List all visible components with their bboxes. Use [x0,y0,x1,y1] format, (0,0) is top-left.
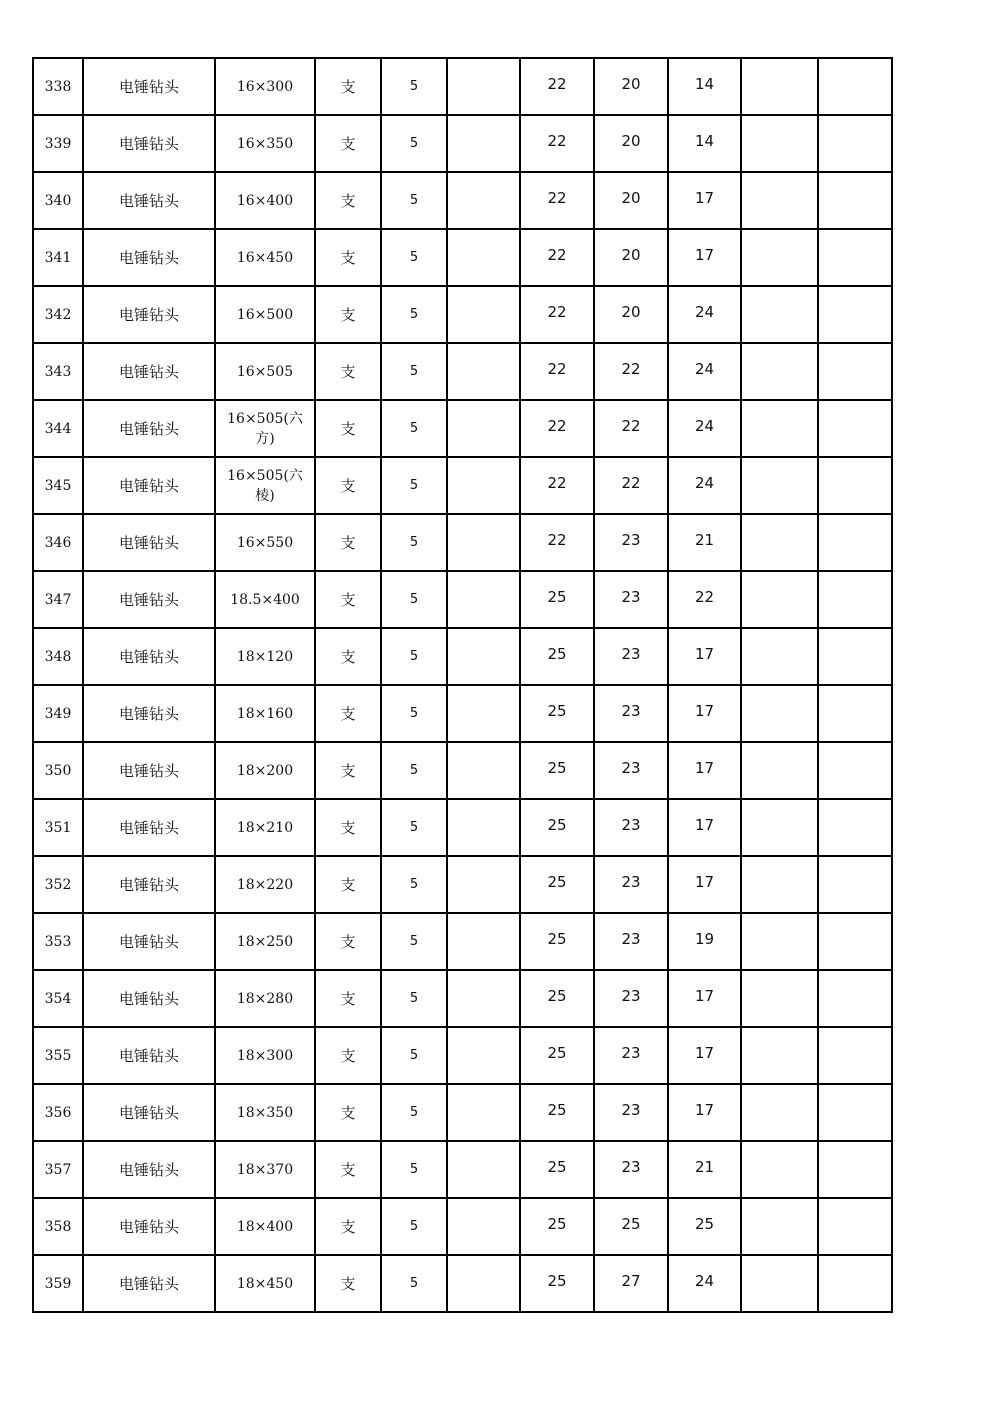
blank-cell [741,229,818,286]
spec-cell: 18×160 [215,685,315,742]
spec-cell: 18×450 [215,1255,315,1312]
price-table [32,57,893,1313]
row-number-cell: 353 [33,913,83,970]
price-1-cell: 22 [520,172,594,229]
blank-cell [818,286,892,343]
blank-cell [741,1255,818,1312]
blank-cell [741,1141,818,1198]
price-1-cell: 25 [520,1255,594,1312]
item-name-cell: 电锤钻头 [83,799,215,856]
price-1-cell: 25 [520,685,594,742]
price-1-cell: 25 [520,571,594,628]
blank-cell [741,457,818,514]
spec-cell: 18×200 [215,742,315,799]
row-number-cell: 354 [33,970,83,1027]
blank-cell [741,1027,818,1084]
price-2-cell: 22 [594,400,668,457]
price-3-cell: 19 [668,913,741,970]
table-body [33,58,892,1312]
item-name-cell: 电锤钻头 [83,913,215,970]
blank-cell [741,115,818,172]
item-name-cell: 电锤钻头 [83,970,215,1027]
blank-cell [447,400,520,457]
row-number-cell: 350 [33,742,83,799]
row-number-cell: 352 [33,856,83,913]
item-name-cell: 电锤钻头 [83,1255,215,1312]
quantity-cell: 5 [381,286,447,343]
blank-cell [447,58,520,115]
unit-cell: 支 [315,457,381,514]
price-2-cell: 27 [594,1255,668,1312]
price-1-cell: 25 [520,970,594,1027]
price-2-cell: 23 [594,970,668,1027]
unit-cell: 支 [315,1141,381,1198]
item-name-cell: 电锤钻头 [83,856,215,913]
row-number-cell: 338 [33,58,83,115]
price-2-cell: 20 [594,58,668,115]
item-name-cell: 电锤钻头 [83,571,215,628]
item-name-cell: 电锤钻头 [83,628,215,685]
price-1-cell: 22 [520,115,594,172]
blank-cell [447,1084,520,1141]
table-row [33,457,892,514]
quantity-cell: 5 [381,628,447,685]
unit-cell: 支 [315,229,381,286]
price-3-cell: 24 [668,400,741,457]
unit-cell: 支 [315,172,381,229]
table-row [33,685,892,742]
table-row [33,1027,892,1084]
blank-cell [447,514,520,571]
quantity-cell: 5 [381,115,447,172]
price-2-cell: 23 [594,571,668,628]
price-1-cell: 22 [520,343,594,400]
price-2-cell: 23 [594,913,668,970]
spec-cell: 16×450 [215,229,315,286]
blank-cell [447,913,520,970]
blank-cell [741,913,818,970]
quantity-cell: 5 [381,172,447,229]
blank-cell [447,1198,520,1255]
blank-cell [447,229,520,286]
quantity-cell: 5 [381,856,447,913]
table-row [33,343,892,400]
table-row [33,628,892,685]
blank-cell [818,742,892,799]
price-1-cell: 22 [520,58,594,115]
row-number-cell: 342 [33,286,83,343]
price-1-cell: 25 [520,1198,594,1255]
item-name-cell: 电锤钻头 [83,115,215,172]
quantity-cell: 5 [381,970,447,1027]
quantity-cell: 5 [381,229,447,286]
table-row [33,742,892,799]
row-number-cell: 345 [33,457,83,514]
blank-cell [818,1255,892,1312]
blank-cell [818,1141,892,1198]
spec-cell: 16×350 [215,115,315,172]
row-number-cell: 356 [33,1084,83,1141]
row-number-cell: 348 [33,628,83,685]
price-2-cell: 23 [594,742,668,799]
quantity-cell: 5 [381,742,447,799]
spec-cell: 18×220 [215,856,315,913]
blank-cell [741,286,818,343]
item-name-cell: 电锤钻头 [83,457,215,514]
blank-cell [741,856,818,913]
blank-cell [818,856,892,913]
row-number-cell: 341 [33,229,83,286]
blank-cell [818,400,892,457]
blank-cell [741,742,818,799]
price-1-cell: 25 [520,628,594,685]
unit-cell: 支 [315,685,381,742]
price-2-cell: 25 [594,1198,668,1255]
blank-cell [447,1027,520,1084]
row-number-cell: 358 [33,1198,83,1255]
blank-cell [741,172,818,229]
blank-cell [741,628,818,685]
unit-cell: 支 [315,856,381,913]
spec-cell: 18×370 [215,1141,315,1198]
blank-cell [447,685,520,742]
quantity-cell: 5 [381,457,447,514]
unit-cell: 支 [315,286,381,343]
price-2-cell: 23 [594,1027,668,1084]
price-3-cell: 17 [668,1084,741,1141]
price-3-cell: 24 [668,286,741,343]
price-2-cell: 23 [594,628,668,685]
row-number-cell: 346 [33,514,83,571]
price-3-cell: 17 [668,970,741,1027]
table-row [33,514,892,571]
item-name-cell: 电锤钻头 [83,229,215,286]
item-name-cell: 电锤钻头 [83,343,215,400]
blank-cell [741,571,818,628]
item-name-cell: 电锤钻头 [83,1198,215,1255]
spec-cell: 16×550 [215,514,315,571]
price-1-cell: 22 [520,286,594,343]
blank-cell [447,286,520,343]
price-2-cell: 23 [594,799,668,856]
spec-cell: 18×350 [215,1084,315,1141]
blank-cell [741,343,818,400]
item-name-cell: 电锤钻头 [83,58,215,115]
item-name-cell: 电锤钻头 [83,1141,215,1198]
quantity-cell: 5 [381,400,447,457]
price-3-cell: 17 [668,685,741,742]
spec-cell: 18×280 [215,970,315,1027]
table-row [33,58,892,115]
blank-cell [818,58,892,115]
spec-cell: 18×250 [215,913,315,970]
blank-cell [447,1255,520,1312]
spec-cell: 16×505 [215,343,315,400]
price-2-cell: 23 [594,856,668,913]
quantity-cell: 5 [381,1141,447,1198]
quantity-cell: 5 [381,1027,447,1084]
table-row [33,970,892,1027]
quantity-cell: 5 [381,514,447,571]
unit-cell: 支 [315,400,381,457]
table-row [33,172,892,229]
blank-cell [818,1027,892,1084]
price-2-cell: 23 [594,1141,668,1198]
quantity-cell: 5 [381,343,447,400]
price-3-cell: 21 [668,514,741,571]
price-1-cell: 25 [520,1141,594,1198]
blank-cell [818,514,892,571]
table-row [33,1084,892,1141]
price-1-cell: 25 [520,856,594,913]
spec-cell: 16×505(六方) [215,400,315,457]
blank-cell [447,1141,520,1198]
price-3-cell: 24 [668,1255,741,1312]
unit-cell: 支 [315,58,381,115]
table-row [33,286,892,343]
price-3-cell: 14 [668,58,741,115]
unit-cell: 支 [315,742,381,799]
price-3-cell: 17 [668,172,741,229]
item-name-cell: 电锤钻头 [83,286,215,343]
price-2-cell: 23 [594,514,668,571]
item-name-cell: 电锤钻头 [83,1027,215,1084]
blank-cell [818,172,892,229]
price-2-cell: 20 [594,286,668,343]
blank-cell [741,970,818,1027]
blank-cell [447,970,520,1027]
item-name-cell: 电锤钻头 [83,742,215,799]
spec-cell: 18×210 [215,799,315,856]
unit-cell: 支 [315,1027,381,1084]
table-row [33,1255,892,1312]
quantity-cell: 5 [381,1198,447,1255]
price-3-cell: 17 [668,742,741,799]
blank-cell [741,514,818,571]
price-2-cell: 22 [594,457,668,514]
price-2-cell: 20 [594,172,668,229]
table-row [33,913,892,970]
spec-cell: 16×505(六棱) [215,457,315,514]
table-row [33,229,892,286]
blank-cell [447,799,520,856]
row-number-cell: 344 [33,400,83,457]
price-2-cell: 20 [594,229,668,286]
price-1-cell: 25 [520,913,594,970]
blank-cell [741,685,818,742]
quantity-cell: 5 [381,799,447,856]
price-1-cell: 25 [520,742,594,799]
quantity-cell: 5 [381,1084,447,1141]
item-name-cell: 电锤钻头 [83,685,215,742]
blank-cell [447,571,520,628]
price-1-cell: 22 [520,514,594,571]
unit-cell: 支 [315,913,381,970]
table-row [33,400,892,457]
blank-cell [818,970,892,1027]
unit-cell: 支 [315,514,381,571]
blank-cell [447,343,520,400]
price-3-cell: 22 [668,571,741,628]
spec-cell: 18×300 [215,1027,315,1084]
spec-cell: 16×400 [215,172,315,229]
price-3-cell: 17 [668,856,741,913]
blank-cell [818,799,892,856]
blank-cell [447,115,520,172]
price-2-cell: 23 [594,1084,668,1141]
price-2-cell: 23 [594,685,668,742]
unit-cell: 支 [315,799,381,856]
blank-cell [447,742,520,799]
quantity-cell: 5 [381,58,447,115]
table-row [33,799,892,856]
price-2-cell: 22 [594,343,668,400]
row-number-cell: 349 [33,685,83,742]
row-number-cell: 340 [33,172,83,229]
blank-cell [818,628,892,685]
price-3-cell: 17 [668,799,741,856]
price-3-cell: 24 [668,343,741,400]
price-3-cell: 21 [668,1141,741,1198]
price-1-cell: 22 [520,457,594,514]
unit-cell: 支 [315,343,381,400]
blank-cell [818,229,892,286]
blank-cell [741,799,818,856]
price-3-cell: 17 [668,1027,741,1084]
blank-cell [818,115,892,172]
blank-cell [741,58,818,115]
price-1-cell: 25 [520,799,594,856]
blank-cell [818,685,892,742]
blank-cell [741,1198,818,1255]
price-1-cell: 25 [520,1084,594,1141]
price-3-cell: 17 [668,628,741,685]
blank-cell [818,913,892,970]
price-3-cell: 25 [668,1198,741,1255]
unit-cell: 支 [315,1084,381,1141]
quantity-cell: 5 [381,685,447,742]
blank-cell [447,856,520,913]
blank-cell [447,172,520,229]
item-name-cell: 电锤钻头 [83,1084,215,1141]
price-3-cell: 17 [668,229,741,286]
price-1-cell: 22 [520,400,594,457]
row-number-cell: 359 [33,1255,83,1312]
row-number-cell: 339 [33,115,83,172]
blank-cell [741,400,818,457]
blank-cell [741,1084,818,1141]
blank-cell [818,1198,892,1255]
price-1-cell: 22 [520,229,594,286]
blank-cell [818,1084,892,1141]
table-row [33,1198,892,1255]
unit-cell: 支 [315,1198,381,1255]
spec-cell: 16×500 [215,286,315,343]
spec-cell: 16×300 [215,58,315,115]
spec-cell: 18×120 [215,628,315,685]
blank-cell [447,628,520,685]
item-name-cell: 电锤钻头 [83,514,215,571]
row-number-cell: 357 [33,1141,83,1198]
blank-cell [447,457,520,514]
price-3-cell: 24 [668,457,741,514]
unit-cell: 支 [315,1255,381,1312]
row-number-cell: 347 [33,571,83,628]
quantity-cell: 5 [381,913,447,970]
blank-cell [818,571,892,628]
table-row [33,571,892,628]
unit-cell: 支 [315,115,381,172]
table-row [33,115,892,172]
price-3-cell: 14 [668,115,741,172]
blank-cell [818,343,892,400]
row-number-cell: 351 [33,799,83,856]
blank-cell [818,457,892,514]
unit-cell: 支 [315,628,381,685]
price-2-cell: 20 [594,115,668,172]
quantity-cell: 5 [381,571,447,628]
spec-cell: 18×400 [215,1198,315,1255]
unit-cell: 支 [315,970,381,1027]
unit-cell: 支 [315,571,381,628]
item-name-cell: 电锤钻头 [83,172,215,229]
item-name-cell: 电锤钻头 [83,400,215,457]
row-number-cell: 343 [33,343,83,400]
quantity-cell: 5 [381,1255,447,1312]
price-1-cell: 25 [520,1027,594,1084]
table-row [33,1141,892,1198]
table-row [33,856,892,913]
spec-cell: 18.5×400 [215,571,315,628]
row-number-cell: 355 [33,1027,83,1084]
